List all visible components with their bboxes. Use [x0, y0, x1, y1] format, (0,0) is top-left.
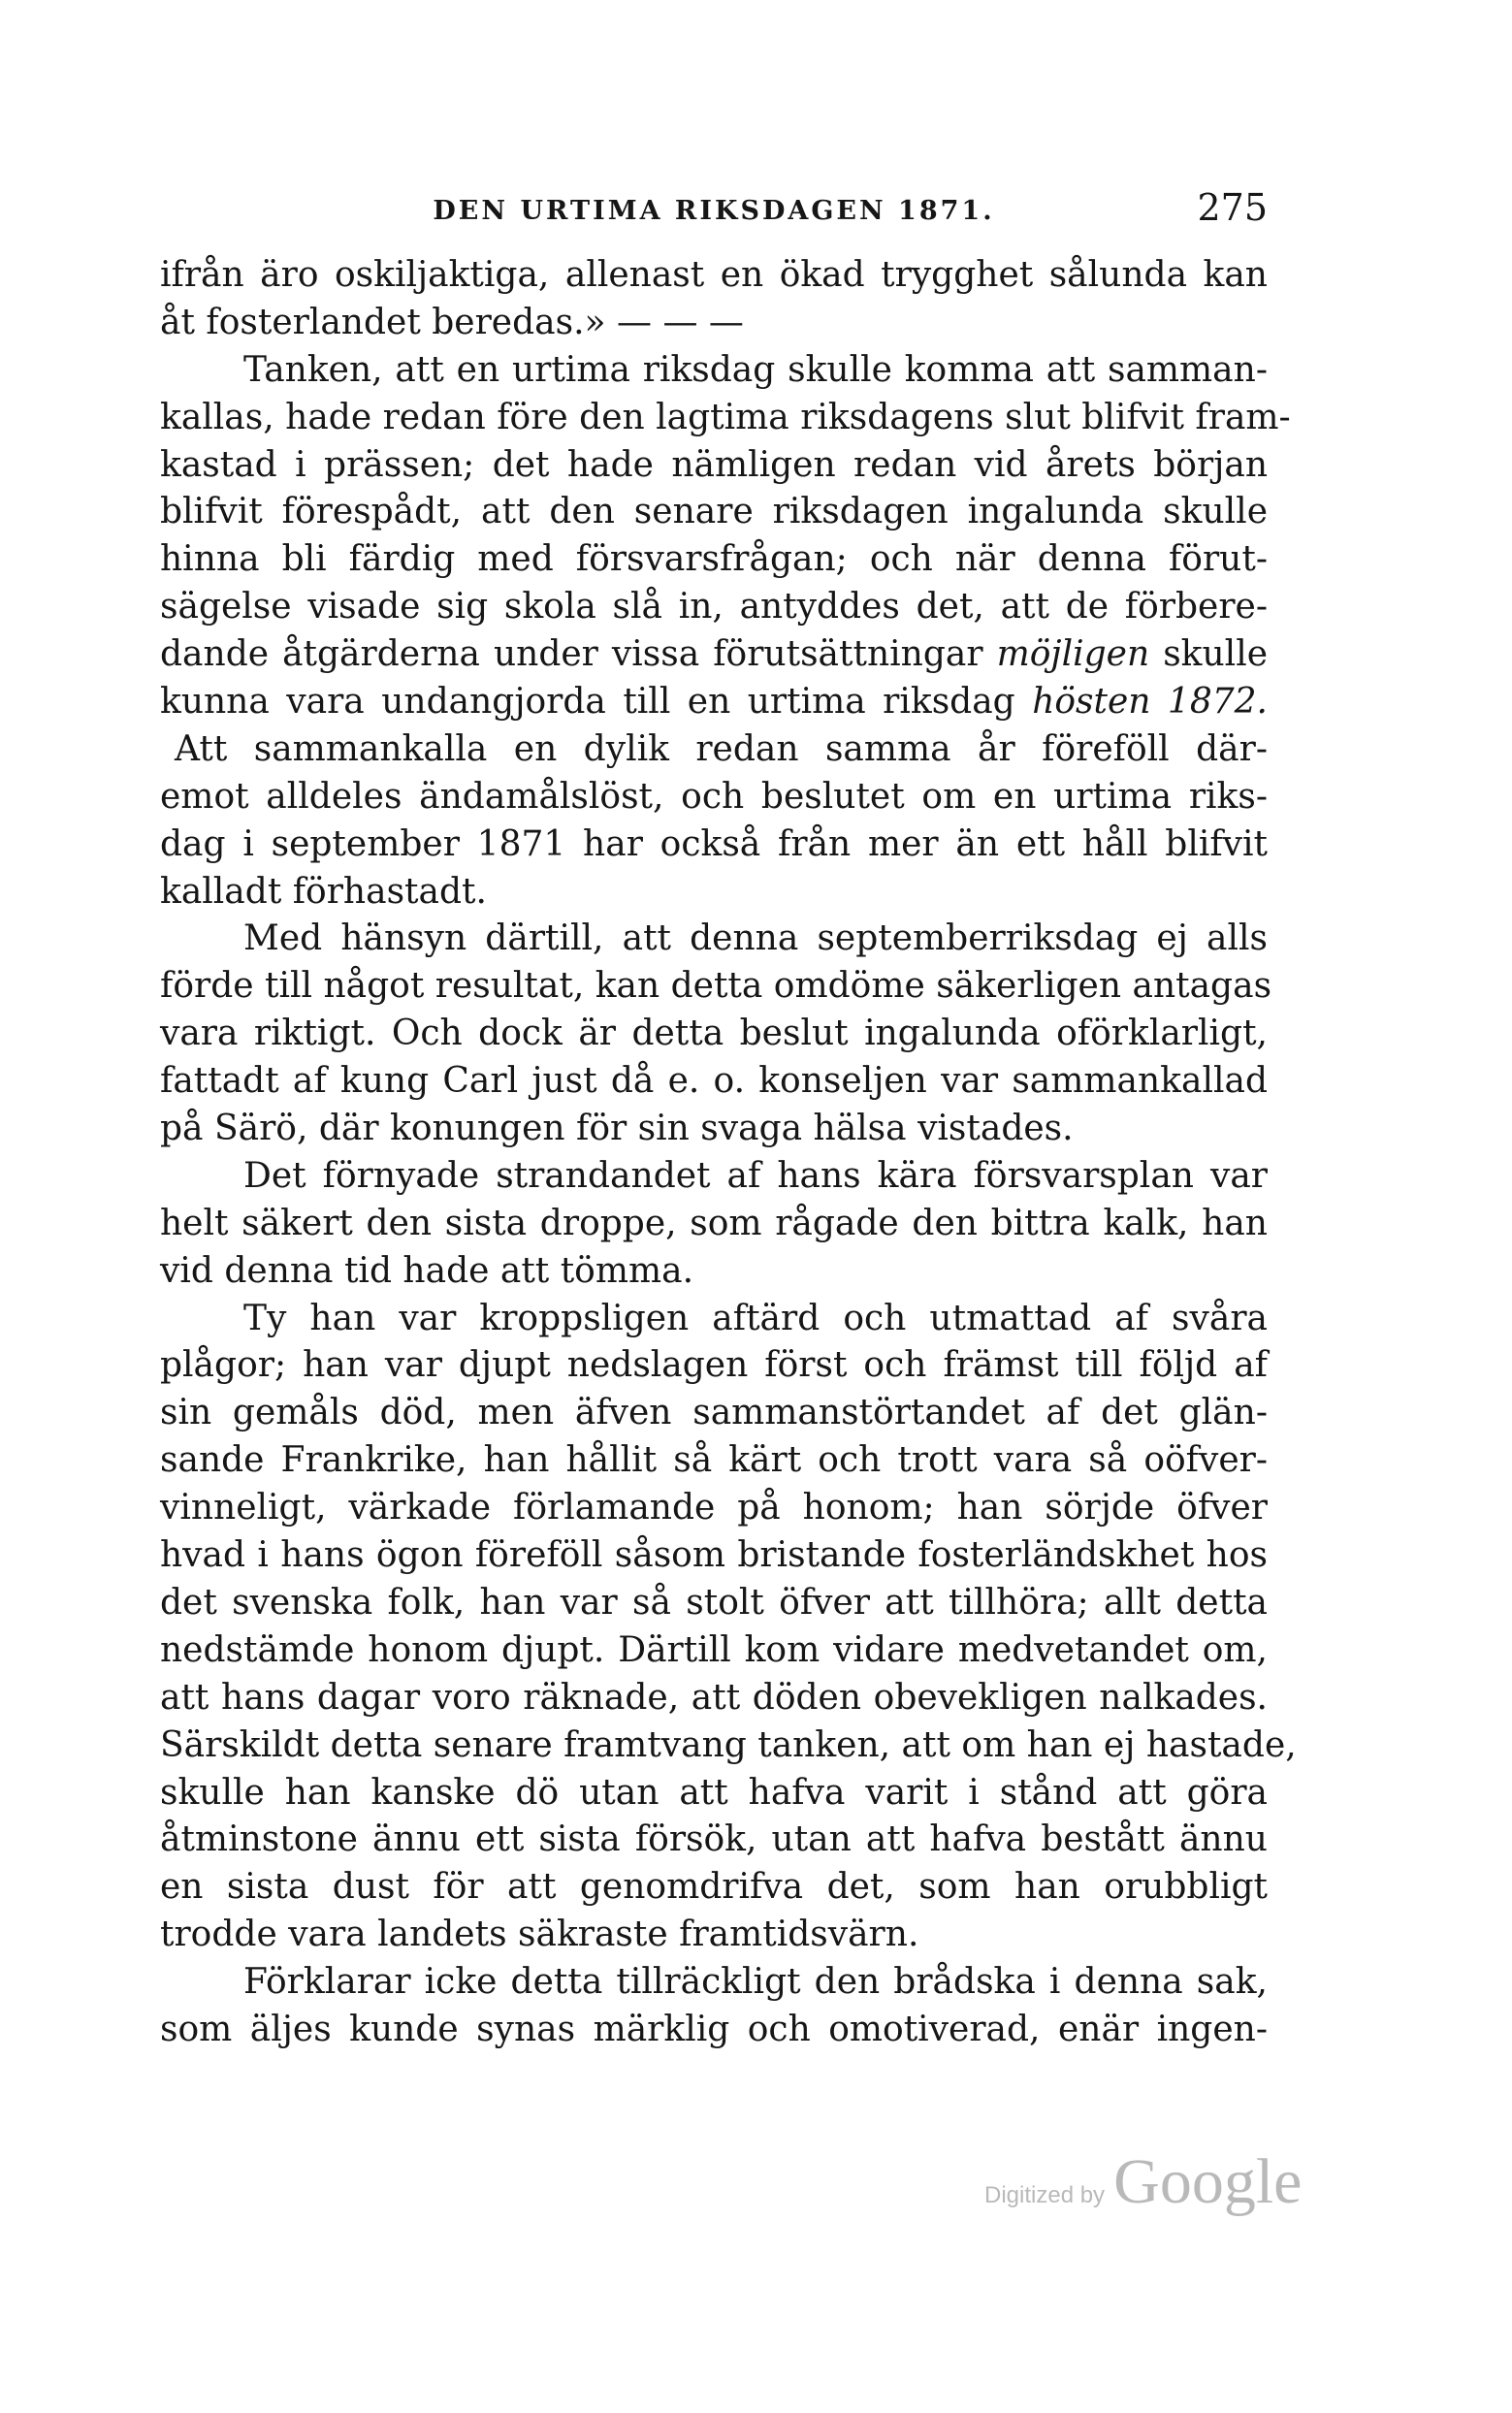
text-line: nedstämde honom djupt. Därtill kom vidare medvetandet om,: [160, 1629, 1268, 1670]
text-line: hvad i hans ögon föreföll såsom bristande fosterländskhet hos: [160, 1535, 1268, 1576]
text-line: en sista dust för att genomdrifva det, som han orubbligt: [160, 1867, 1268, 1908]
text-line: blifvit förespådt, att den senare riksdagen ingalunda skulle: [160, 492, 1268, 532]
text-line: åt fosterlandet beredas.» — — —: [160, 302, 744, 342]
text-line: trodde vara landets säkraste framtidsvärn.: [160, 1914, 919, 1955]
text-line: [160, 679, 1268, 726]
text-segment: skulle: [1163, 634, 1269, 675]
text-line: åtminstone ännu ett sista försök, utan att hafva bestått ännu: [160, 1819, 1268, 1860]
text-line: kallas, hade redan före den lagtima riksdagens slut blifvit fram-: [160, 397, 1291, 437]
text-segment: kunna vara undangjorda till en urtima riksdag: [160, 682, 1015, 723]
text-line: kastad i prässen; det hade nämligen redan vid årets början: [160, 444, 1268, 485]
text-line: det svenska folk, han var så stolt öfver att tillhöra; allt detta: [160, 1582, 1268, 1623]
text-line: [160, 631, 1268, 679]
text-line: som äljes kunde synas märklig och omotiverad, enär ingen-: [160, 2009, 1268, 2049]
text-line: förde till något resultat, kan detta omdöme säkerligen antagas: [160, 966, 1272, 1007]
text-line: ifrån äro oskiljaktiga, allenast en ökad trygghet sålunda kan: [160, 255, 1268, 295]
paragraph-start: Tanken, att en urtima riksdag skulle komma att samman-: [243, 349, 1268, 390]
text-line: sägelse visade sig skola slå in, antyddes det, att de förbere-: [160, 587, 1268, 627]
text-line: att hans dagar voro räknade, att döden obevekligen nalkades.: [160, 1677, 1268, 1718]
text-line: helt säkert den sista droppe, som rågade den bittra kalk, han: [160, 1203, 1268, 1243]
text-line: emot alldeles ändamålslöst, och beslutet om en urtima riks-: [160, 776, 1268, 817]
text-line: skulle han kanske dö utan att hafva varit i stånd att göra: [160, 1772, 1268, 1813]
body-text: [160, 252, 1297, 2054]
text-line: sin gemåls död, men äfven sammanstörtandet af det glän-: [160, 1393, 1268, 1433]
text-line: sande Frankrike, han hållit så kärt och trott vara så oöfver-: [160, 1440, 1268, 1481]
google-logo: Google: [1113, 2146, 1303, 2217]
page-number: 275: [1197, 186, 1268, 229]
text-line: vara riktigt. Och dock är detta beslut ingalunda oförklarligt,: [160, 1013, 1268, 1054]
text-line: vinneligt, värkade förlamande på honom; han sörjde öfver: [160, 1488, 1268, 1528]
digitized-watermark: [984, 2145, 1302, 2223]
watermark-prefix: Digitized by: [984, 2182, 1106, 2208]
paragraph-start: Med hänsyn därtill, att denna septemberriksdag ej alls: [243, 918, 1268, 959]
text-segment: dande åtgärderna under vissa förutsättningar: [160, 634, 983, 675]
running-title: DEN URTIMA RIKSDAGEN 1871.: [433, 196, 995, 226]
paragraph-start: Ty han var kroppsligen aftärd och utmattad af svåra: [243, 1298, 1268, 1338]
running-head: [160, 186, 1268, 241]
italic-phrase: hösten 1872.: [1032, 682, 1268, 723]
text-line: plågor; han var djupt nedslagen först och främst till följd af: [160, 1345, 1268, 1386]
text-line: vid denna tid hade att tömma.: [160, 1250, 694, 1291]
text-line: hinna bli färdig med försvarsfrågan; och när denna förut-: [160, 539, 1268, 580]
text-line: dag i september 1871 har också från mer än ett håll blifvit: [160, 823, 1268, 864]
text-line: på Särö, där konungen för sin svaga hälsa vistades.: [160, 1109, 1074, 1149]
paragraph-start: Förklarar icke detta tillräckligt den brådska i denna sak,: [243, 1962, 1268, 2003]
text-line: fattadt af kung Carl just då e. o. konseljen var sammankallad: [160, 1061, 1268, 1102]
italic-word: möjligen: [996, 634, 1150, 675]
paragraph-start: Att sammankalla en dylik redan samma år föreföll där-: [175, 728, 1268, 769]
text-line: kalladt förhastadt.: [160, 871, 487, 912]
paragraph-start: Det förnyade strandandet af hans kära försvarsplan var: [243, 1155, 1268, 1196]
text-line: Särskildt detta senare framtvang tanken, att om han ej hastade,: [160, 1724, 1297, 1765]
